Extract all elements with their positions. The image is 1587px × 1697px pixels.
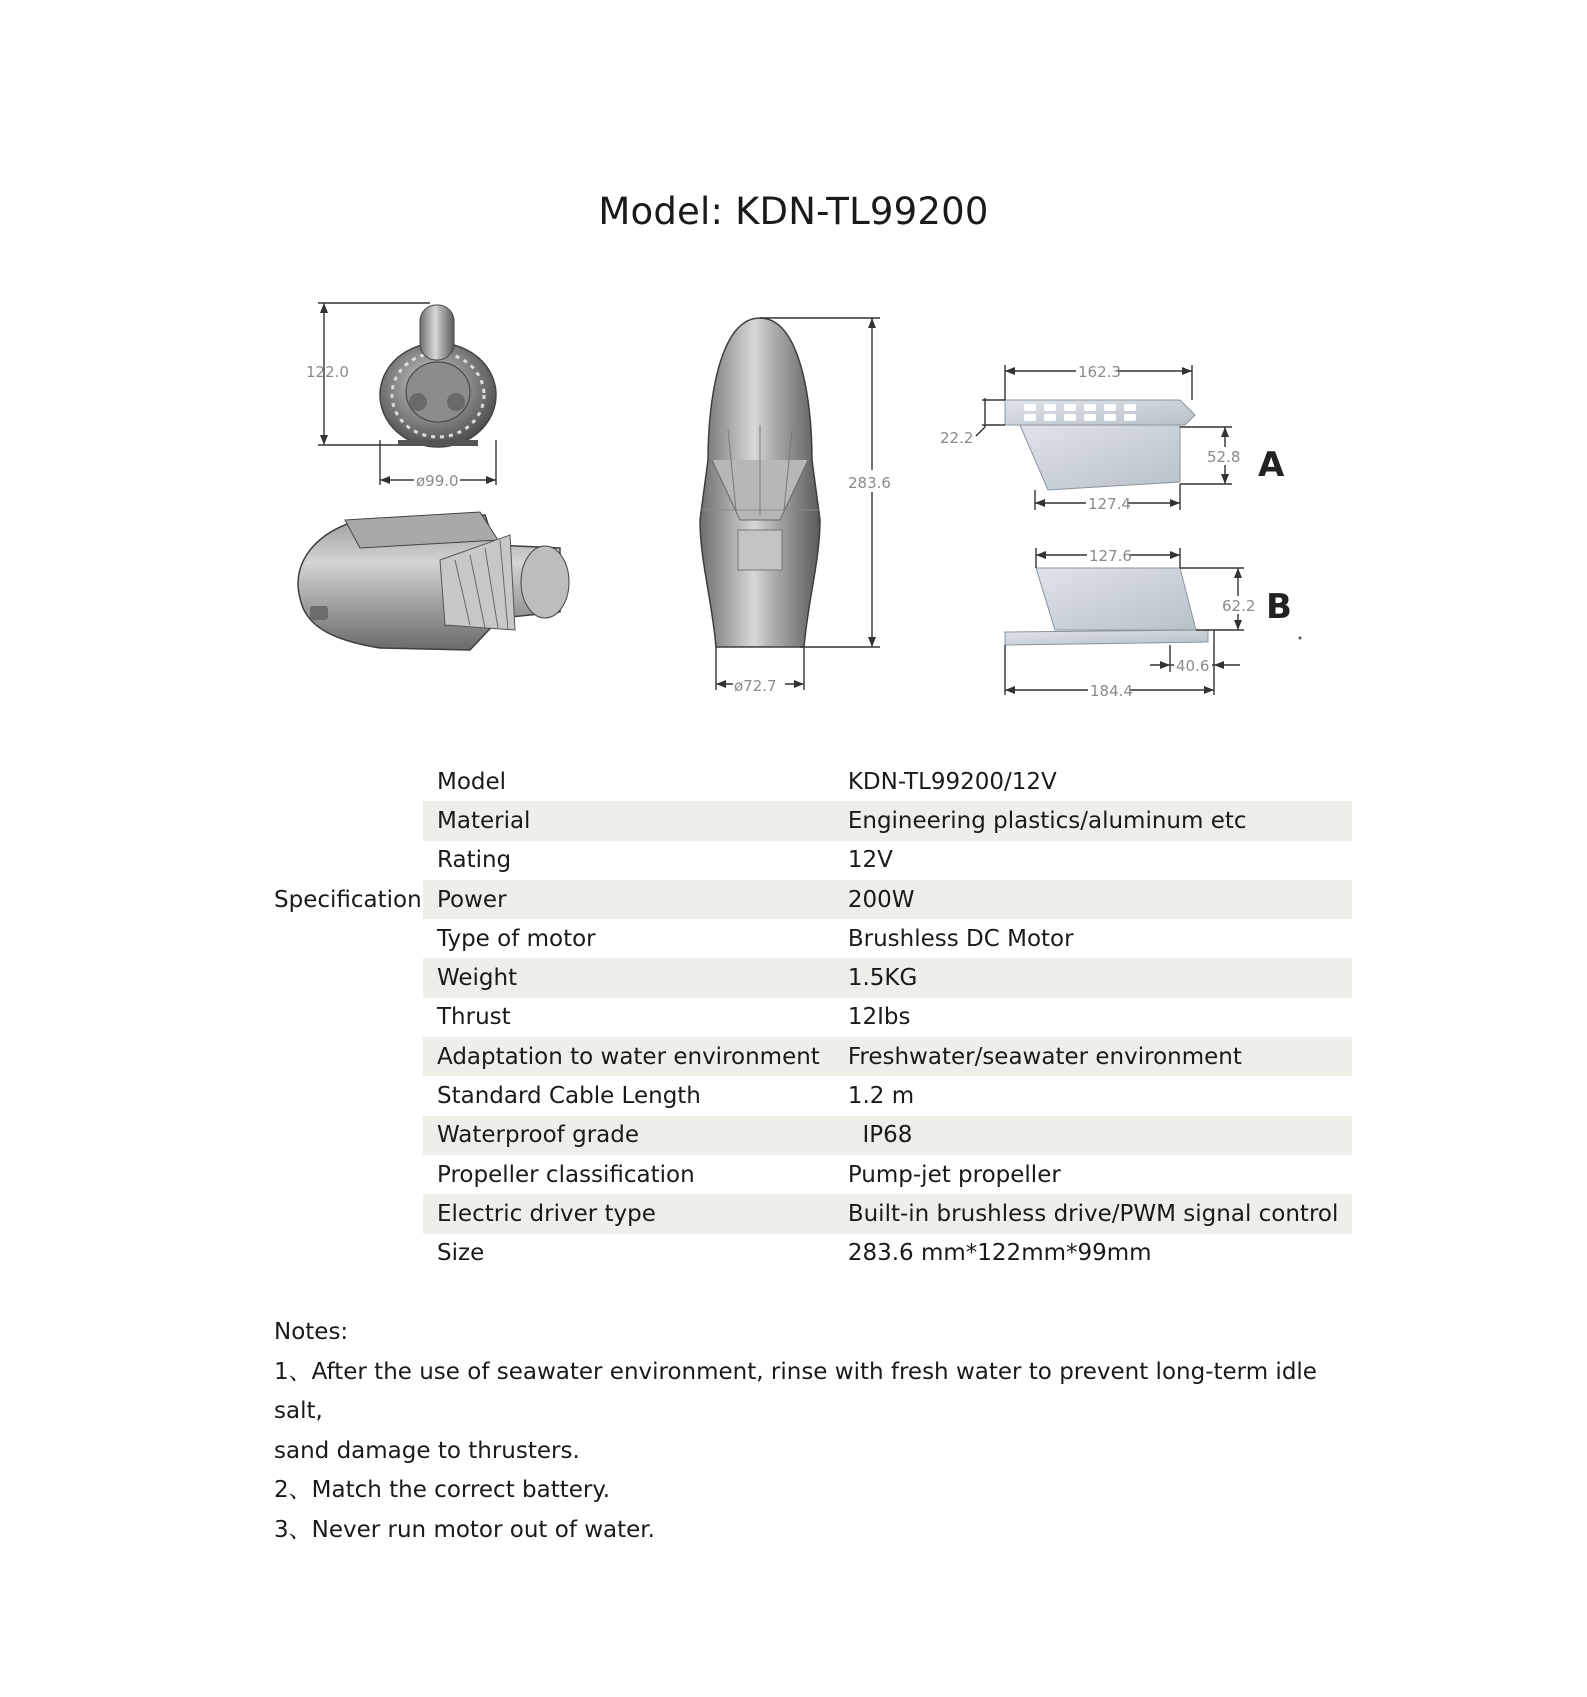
- spec-value: 1.2 m: [847, 1083, 915, 1110]
- note-item: 2、Match the correct battery.: [274, 1477, 611, 1503]
- spec-key: Material: [423, 801, 834, 840]
- spec-value: Engineering plastics/aluminum etc: [834, 801, 1353, 840]
- spec-key: Size: [437, 1240, 485, 1267]
- spec-key: Standard Cable Length: [437, 1083, 701, 1110]
- mount-plate-b-drawing: [1005, 546, 1302, 700]
- spec-value: Freshwater/seawater environment: [834, 1037, 1353, 1076]
- side-view-drawing: [700, 318, 896, 695]
- note-item: sand damage to thrusters.: [274, 1437, 580, 1464]
- spec-table: [423, 762, 1352, 1273]
- spec-key: Weight: [423, 958, 834, 997]
- mount-plate-a-drawing: [940, 362, 1285, 513]
- spec-row: [423, 958, 1352, 997]
- spec-key: Electric driver type: [423, 1194, 834, 1233]
- plate-b-offset-dim: 40.6: [1176, 657, 1210, 675]
- spec-key: Propeller classification: [437, 1161, 695, 1188]
- plate-a-label: A: [1258, 445, 1285, 485]
- spec-row: [423, 1116, 1352, 1155]
- spec-value: 1.5KG: [834, 958, 1353, 997]
- spec-key: Waterproof grade: [423, 1116, 834, 1155]
- spec-row: [423, 1037, 1352, 1076]
- spec-value: 12V: [847, 847, 893, 874]
- plate-b-top-dim: 127.6: [1089, 547, 1132, 565]
- spec-row: [423, 919, 1352, 958]
- product-drawings: [0, 0, 1587, 720]
- specification-label: Specification: [274, 887, 422, 913]
- plate-a-top-dim: 162.3: [1078, 363, 1121, 381]
- spec-key: Thrust: [437, 1004, 511, 1031]
- spec-key: Rating: [437, 847, 512, 874]
- plate-a-bottom-dim: 127.4: [1088, 495, 1131, 513]
- spec-row: [423, 1194, 1352, 1233]
- spec-value: 12Ibs: [847, 1004, 911, 1031]
- plate-a-thickness-dim: 22.2: [940, 429, 974, 447]
- spec-value: 283.6 mm*122mm*99mm: [847, 1240, 1152, 1267]
- notes-heading: Notes:: [274, 1319, 349, 1345]
- front-height-dim: 122.0: [306, 363, 349, 381]
- spec-value: KDN-TL99200/12V: [847, 768, 1057, 795]
- spec-row: [423, 1234, 1352, 1273]
- plate-b-label: B: [1266, 587, 1292, 627]
- spec-key: Type of motor: [437, 925, 596, 952]
- spec-value: Brushless DC Motor: [847, 925, 1074, 952]
- spec-value: Built-in brushless drive/PWM signal control: [834, 1194, 1353, 1233]
- spec-row: [423, 801, 1352, 840]
- note-item: 3、Never run motor out of water.: [274, 1516, 655, 1543]
- plate-b-bottom-dim: 184.4: [1090, 682, 1133, 700]
- notes-section: [274, 1313, 1334, 1550]
- plate-b-height-dim: 62.2: [1222, 597, 1256, 615]
- perspective-view-drawing: [298, 512, 569, 650]
- spec-row: [423, 1076, 1352, 1115]
- page-title: Model: KDN-TL99200: [598, 190, 989, 233]
- spec-key: Model: [437, 768, 507, 795]
- spec-row: [423, 880, 1352, 919]
- front-view-drawing: [306, 303, 496, 490]
- spec-row: [423, 762, 1352, 801]
- spec-row: [423, 998, 1352, 1037]
- body-dia-dim: ø72.7: [734, 677, 777, 695]
- note-item: 1、After the use of seawater environment, rinse with fresh water to prevent long-term idle salt,: [274, 1358, 1317, 1424]
- plate-a-height-dim: 52.8: [1207, 448, 1241, 466]
- spec-value: IP68: [834, 1116, 1353, 1155]
- spec-key: Adaptation to water environment: [423, 1037, 834, 1076]
- spec-value: 200W: [834, 880, 1353, 919]
- length-dim: 283.6: [848, 474, 891, 492]
- spec-key: Power: [423, 880, 834, 919]
- spec-row: [423, 841, 1352, 880]
- spec-row: [423, 1155, 1352, 1194]
- spec-value: Pump-jet propeller: [847, 1161, 1061, 1188]
- front-dia-dim: ø99.0: [416, 472, 459, 490]
